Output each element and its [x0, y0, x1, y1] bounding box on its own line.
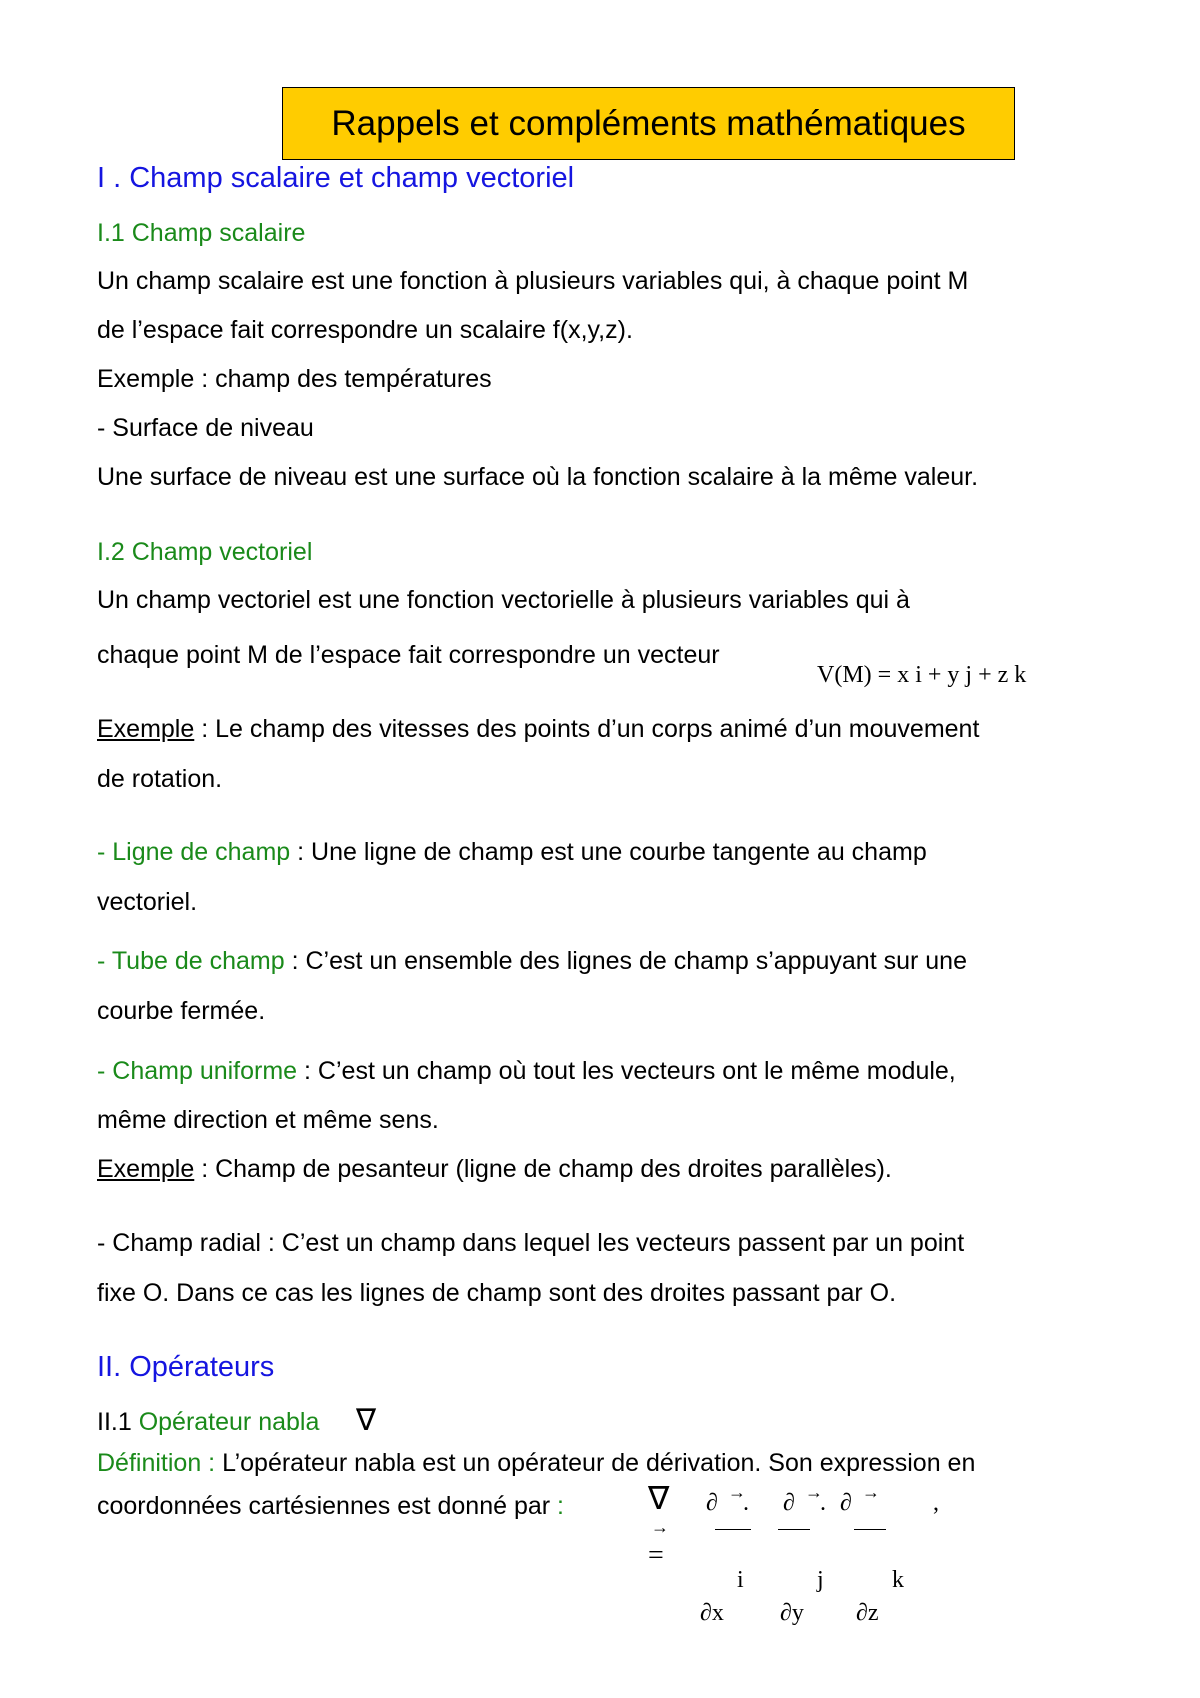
formula-nabla: ∇ — [648, 1480, 670, 1516]
formula-dot: . — [743, 1490, 749, 1516]
paragraph-line: même direction et même sens. — [97, 1106, 439, 1134]
subsection-1-2-heading: I.2 Champ vectoriel — [97, 538, 313, 566]
document-title: Rappels et compléments mathématiques — [282, 87, 1015, 160]
formula-comma: , — [933, 1490, 939, 1516]
champ-uniforme-term: Champ uniforme — [112, 1057, 298, 1085]
formula-dot: . — [820, 1490, 826, 1516]
paragraph-line: de rotation. — [97, 765, 223, 793]
ligne-de-champ-term: Ligne de champ — [112, 838, 291, 866]
surface-definition: Une surface de niveau est une surface où la fonction scalaire à la même valeur. — [97, 463, 979, 491]
formula-dy: ∂y — [780, 1600, 804, 1626]
champ-uniforme-paragraph — [97, 1057, 956, 1086]
dash: - — [97, 947, 112, 975]
definition-text: L’opérateur nabla est un opérateur de dérivation. Son expression en — [222, 1449, 976, 1477]
paragraph-line: Un champ vectoriel est une fonction vectorielle à plusieurs variables qui à — [97, 586, 910, 614]
section-1-heading: I . Champ scalaire et champ vectoriel — [97, 162, 575, 194]
paragraph-line: vectoriel. — [97, 888, 198, 916]
ligne-de-champ-paragraph — [97, 838, 927, 867]
formula-arrow: → — [651, 1517, 669, 1537]
subsection-2-1-heading — [97, 1408, 319, 1437]
subsection-number: II.1 — [97, 1408, 139, 1436]
formula-i: i — [737, 1567, 744, 1593]
formula-arrow: → — [805, 1482, 823, 1502]
fraction-bar — [854, 1529, 886, 1530]
champ-uniforme-text: : C’est un champ où tout les vecteurs ont le même module, — [297, 1057, 956, 1085]
nabla-operator-term: Opérateur nabla — [138, 1408, 320, 1436]
fraction-bar — [715, 1529, 751, 1530]
definition-colon: : — [557, 1492, 564, 1520]
tube-de-champ-term: Tube de champ — [111, 947, 285, 975]
formula-partial: ∂ — [840, 1490, 852, 1516]
definition-label: Définition : — [97, 1449, 223, 1477]
surface-title: - Surface de niveau — [97, 414, 314, 442]
paragraph-line: Un champ scalaire est une fonction à plusieurs variables qui, à chaque point M — [97, 267, 969, 295]
formula-dz: ∂z — [856, 1600, 879, 1626]
example-paragraph — [97, 1155, 892, 1184]
dash: - — [97, 838, 113, 866]
definition-paragraph — [97, 1449, 975, 1478]
formula-partial: ∂ — [706, 1490, 718, 1516]
example-text: : Le champ des vitesses des points d’un corps animé d’un mouvement — [194, 715, 980, 743]
paragraph-line: chaque point M de l’espace fait correspondre un vecteur — [97, 641, 720, 669]
formula-equals: = — [648, 1540, 664, 1571]
formula-j: j — [817, 1567, 824, 1593]
champ-radial-paragraph: - Champ radial : C’est un champ dans lequel les vecteurs passent par un point — [97, 1229, 965, 1257]
ligne-de-champ-text: : Une ligne de champ est une courbe tangente au champ — [290, 838, 927, 866]
example-paragraph — [97, 715, 979, 744]
example-label: Exemple — [97, 715, 195, 743]
example-label: Exemple — [97, 1155, 195, 1183]
tube-de-champ-text: : C’est un ensemble des lignes de champ s’appuyant sur une — [284, 947, 967, 975]
fraction-bar — [778, 1529, 810, 1530]
tube-de-champ-paragraph — [97, 947, 967, 976]
subsection-1-1-heading: I.1 Champ scalaire — [97, 219, 306, 247]
nabla-icon: ∇ — [356, 1404, 377, 1437]
section-2-heading: II. Opérateurs — [97, 1351, 275, 1383]
definition-text: coordonnées cartésiennes est donné par — [97, 1492, 558, 1520]
paragraph-line: fixe O. Dans ce cas les lignes de champ sont des droites passant par O. — [97, 1279, 897, 1307]
paragraph-line: courbe fermée. — [97, 997, 266, 1025]
formula-k: k — [892, 1567, 904, 1593]
example-text: : Champ de pesanteur (ligne de champ des droites parallèles). — [194, 1155, 892, 1183]
formula-arrow: → — [728, 1482, 746, 1502]
vector-formula: V(M) = x i + y j + z k — [817, 662, 1027, 688]
formula-arrow: → — [862, 1482, 880, 1502]
paragraph-line: de l’espace fait correspondre un scalaire f(x,y,z). — [97, 316, 633, 344]
example-line: Exemple : champ des températures — [97, 365, 492, 393]
definition-line — [97, 1492, 564, 1521]
formula-dx: ∂x — [700, 1600, 724, 1626]
formula-partial: ∂ — [783, 1490, 795, 1516]
dash: - — [97, 1057, 113, 1085]
